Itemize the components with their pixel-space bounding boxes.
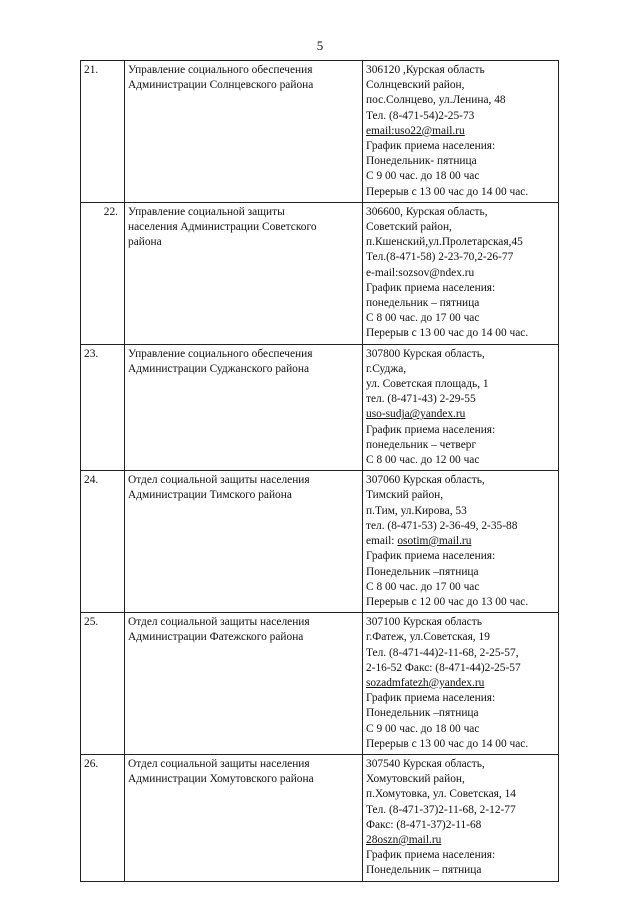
organization-name-line: Администрации Суджанского района	[128, 362, 310, 375]
table-row	[81, 61, 559, 203]
organization-name	[125, 344, 363, 471]
contact-details	[363, 613, 559, 755]
organization-name-line: Отдел социальной защиты населения	[128, 616, 310, 629]
contact-line: Перерыв с 12 00 час до 13 00 час.	[366, 595, 529, 608]
contact-details	[363, 202, 559, 344]
contact-details	[363, 61, 559, 203]
contact-line: Перерыв с 13 00 час до 14 00 час.	[366, 737, 529, 750]
contact-line: тел. (8-471-53) 2-36-49, 2-35-88	[366, 519, 518, 532]
contact-line: Тимский район,	[366, 489, 444, 502]
contact-line: Советский район,	[366, 221, 452, 234]
contact-line: С 8 00 час. до 17 00 час	[366, 580, 480, 593]
organization-name-line: Управление социального обеспечения	[128, 347, 313, 360]
organization-name-line: Отдел социальной защиты населения	[128, 474, 310, 487]
contact-line: п.Тим, ул.Кирова, 53	[366, 504, 467, 517]
page-number: 5	[316, 38, 324, 53]
email-link[interactable]: 28oszn@mail.ru	[366, 833, 442, 846]
row-number: 21.	[81, 61, 125, 203]
contact-line: Перерыв с 13 00 час до 14 00 час.	[366, 327, 529, 340]
contact-line: График приема населения:	[366, 692, 496, 705]
row-number: 25.	[81, 613, 125, 755]
contact-line: График приема населения:	[366, 140, 496, 153]
table-body	[81, 61, 559, 882]
contact-line: С 9 00 час. до 18 00 час	[366, 722, 480, 735]
row-number: 23.	[81, 344, 125, 471]
contact-details	[363, 471, 559, 613]
organization-name	[125, 61, 363, 203]
contact-line: 306120 ,Курская область	[366, 64, 485, 76]
contact-line: email: osotim@mail.ru	[366, 535, 472, 548]
contact-line: Понедельник –пятница	[366, 565, 479, 578]
table-row	[81, 613, 559, 755]
table-row	[81, 202, 559, 344]
contact-line: пос.Солнцево, ул.Ленина, 48	[366, 94, 506, 107]
contact-line: Тел. (8-471-37)2-11-68, 2-12-77	[366, 803, 516, 816]
contact-line: г.Фатеж, ул.Советская, 19	[366, 631, 490, 644]
contact-line: Тел. (8-471-54)2-25-73	[366, 109, 475, 122]
contact-line: 307800 Курская область,	[366, 347, 485, 360]
organization-name-line: Отдел социальной защиты населения	[128, 757, 310, 770]
contact-line: График приема населения:	[366, 550, 496, 563]
organization-name-line: Администрации Хомутовского района	[128, 773, 314, 786]
organization-name	[125, 613, 363, 755]
contact-line: Понедельник- пятница	[366, 155, 477, 168]
contact-line: Тел.(8-471-58) 2-23-70,2-26-77	[366, 251, 514, 264]
social-services-table	[80, 60, 559, 882]
organization-name-line: Управление социальной защиты	[128, 205, 285, 218]
contact-line: Факс: (8-471-37)2-11-68	[366, 818, 482, 831]
contact-line: С 9 00 час. до 18 00 час	[366, 170, 480, 183]
row-number: 26.	[81, 754, 125, 881]
contact-line: График приема населения:	[366, 849, 496, 862]
contact-line: Солнцевский район,	[366, 79, 465, 92]
contact-line: 306600, Курская область,	[366, 205, 488, 218]
organization-name-line: Администрации Фатежского района	[128, 631, 304, 644]
contact-line: e-mail:sozsov@ndex.ru	[366, 266, 475, 279]
contact-line: Тел. (8-471-44)2-11-68, 2-25-57,	[366, 646, 519, 659]
table-row	[81, 471, 559, 613]
contact-line: Понедельник – пятница	[366, 864, 482, 877]
organization-name-line: Администрации Солнцевского района	[128, 79, 314, 92]
contact-line: С 8 00 час. до 12 00 час	[366, 454, 480, 467]
organization-name	[125, 754, 363, 881]
contact-line: п.Кшенский,ул.Пролетарская,45	[366, 236, 523, 249]
contact-line: График приема населения:	[366, 423, 496, 436]
contact-line: Хомутовский район,	[366, 773, 465, 786]
email-link[interactable]: email:uso22@mail.ru	[366, 124, 465, 137]
contact-line: Перерыв с 13 00 час до 14 00 час.	[366, 185, 529, 198]
email-link[interactable]: sozadmfatezh@yandex.ru	[366, 676, 485, 689]
contact-line: 2-16-52 Факс: (8-471-44)2-25-57	[366, 661, 521, 674]
contact-line: ул. Советская площадь, 1	[366, 378, 489, 391]
contact-details	[363, 754, 559, 881]
contact-line: понедельник – пятница	[366, 297, 480, 310]
organization-name-line: Управление социального обеспечения	[128, 64, 313, 76]
organization-name-line: населения Администрации Советского	[128, 221, 317, 234]
contact-line: Понедельник –пятница	[366, 707, 479, 720]
contact-line: тел. (8-471-43) 2-29-55	[366, 393, 476, 406]
organization-name	[125, 471, 363, 613]
organization-name-line: района	[128, 236, 162, 249]
table-row	[81, 754, 559, 881]
contact-line: 307540 Курская область,	[366, 757, 485, 770]
email-link[interactable]: osotim@mail.ru	[397, 535, 472, 548]
table-row	[81, 344, 559, 471]
row-number: 24.	[81, 471, 125, 613]
organization-name-line: Администрации Тимского района	[128, 489, 292, 502]
contact-line: г.Суджа,	[366, 362, 407, 375]
contact-line: понедельник – четверг	[366, 438, 477, 451]
row-number: 22.	[81, 202, 125, 344]
contact-line: 307060 Курская область,	[366, 474, 485, 487]
contact-line: График приема населения:	[366, 281, 496, 294]
contact-details	[363, 344, 559, 471]
contact-line: С 8 00 час. до 17 00 час	[366, 312, 480, 325]
contact-line: п.Хомутовка, ул. Советская, 14	[366, 788, 516, 801]
email-link[interactable]: uso-sudja@yandex.ru	[366, 408, 466, 421]
organization-name	[125, 202, 363, 344]
contact-line: 307100 Курская область	[366, 616, 482, 629]
